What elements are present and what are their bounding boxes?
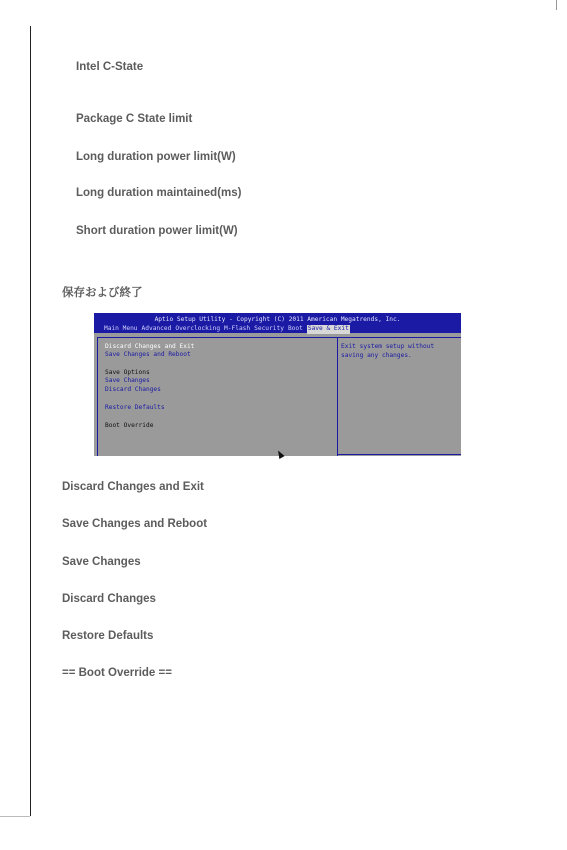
bios-menu-save-options-label: Save Options bbox=[105, 369, 150, 376]
bios-tab-advanced[interactable]: Advanced bbox=[141, 325, 172, 332]
option-boot-override: == Boot Override == bbox=[62, 667, 172, 679]
setting-package-c-state-limit: Package C State limit bbox=[76, 113, 193, 125]
bios-menu-discard-changes-and-exit[interactable]: Discard Changes and Exit bbox=[105, 343, 195, 350]
section-heading: 保存および終了 bbox=[62, 285, 143, 299]
page-corner-mark bbox=[556, 0, 557, 10]
bios-title: Aptio Setup Utility - Copyright (C) 2011 American Megatrends, Inc. bbox=[154, 316, 401, 323]
option-discard-changes-and-exit: Discard Changes and Exit bbox=[62, 481, 204, 493]
bios-header bbox=[94, 313, 461, 333]
footer-rule bbox=[0, 816, 30, 817]
bios-screenshot bbox=[94, 313, 461, 456]
bios-tab-bar bbox=[104, 325, 354, 334]
option-discard-changes: Discard Changes bbox=[62, 593, 156, 605]
option-save-changes: Save Changes bbox=[62, 556, 141, 568]
bios-tab-main-menu[interactable]: Main Menu bbox=[104, 325, 138, 332]
setting-long-duration-power-limit: Long duration power limit(W) bbox=[76, 151, 236, 163]
bios-help-panel bbox=[337, 337, 461, 456]
setting-short-duration-power-limit: Short duration power limit(W) bbox=[76, 225, 238, 237]
bios-menu-discard-changes[interactable]: Discard Changes bbox=[105, 386, 161, 393]
bios-tab-security[interactable]: Security bbox=[254, 325, 284, 332]
option-save-changes-and-reboot: Save Changes and Reboot bbox=[62, 518, 208, 530]
bios-tab-overclocking[interactable]: Overclocking bbox=[175, 325, 221, 332]
bios-menu-restore-defaults[interactable]: Restore Defaults bbox=[105, 404, 165, 411]
bios-menu-panel bbox=[97, 337, 338, 456]
bios-menu-save-changes-and-reboot[interactable]: Save Changes and Reboot bbox=[105, 351, 191, 358]
bios-tab-m-flash[interactable]: M-Flash bbox=[224, 325, 251, 332]
option-restore-defaults: Restore Defaults bbox=[62, 630, 154, 642]
bios-menu-boot-override-label: Boot Override bbox=[105, 422, 154, 429]
setting-long-duration-maintained: Long duration maintained(ms) bbox=[76, 187, 242, 199]
bios-help-text: Exit system setup without saving any changes. bbox=[341, 343, 435, 359]
bios-tab-save-exit[interactable]: Save & Exit bbox=[307, 325, 349, 332]
bios-menu-save-changes[interactable]: Save Changes bbox=[105, 377, 150, 384]
setting-intel-c-state: Intel C-State bbox=[76, 61, 144, 73]
bios-help-divider bbox=[338, 454, 461, 455]
margin-rule bbox=[30, 26, 31, 816]
bios-tab-boot[interactable]: Boot bbox=[287, 325, 303, 332]
